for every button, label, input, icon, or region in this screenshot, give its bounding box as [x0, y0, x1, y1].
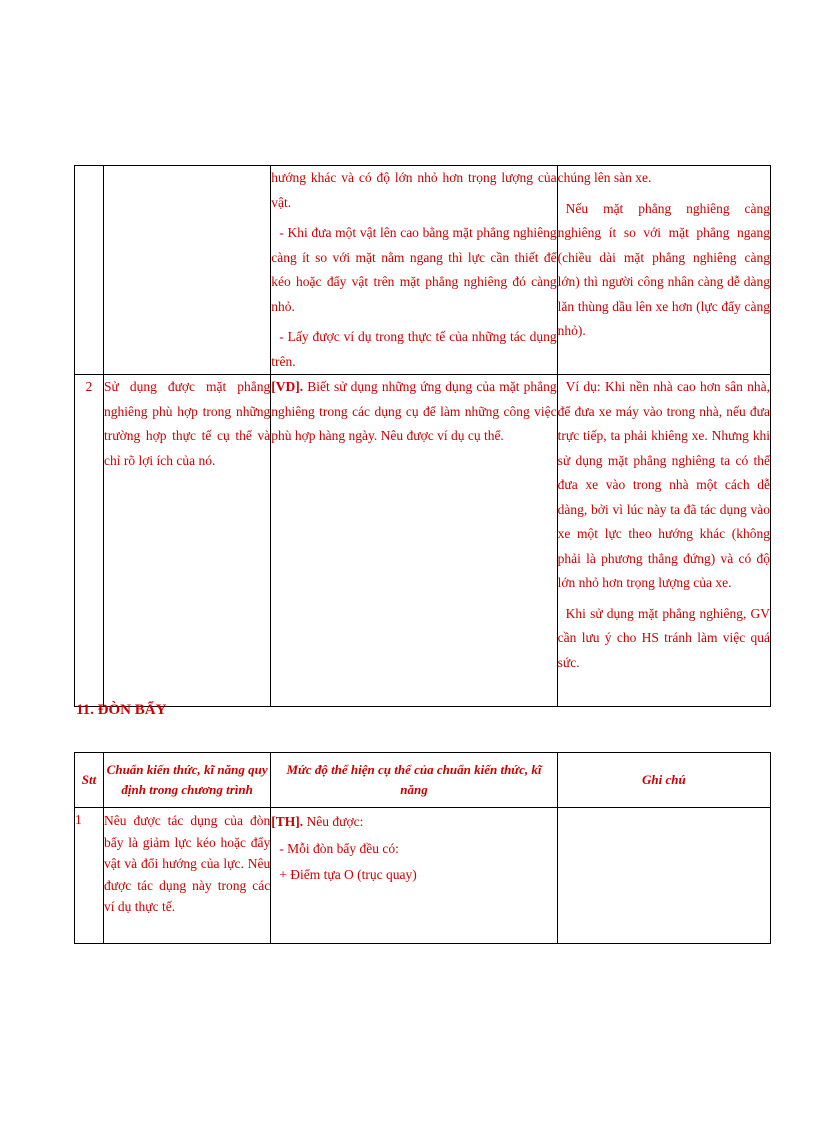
stt-cell: 2	[75, 375, 104, 707]
note-cell	[557, 808, 770, 944]
level-text: Biết sử dụng những ứng dụng của mặt phẳng nghiêng trong các dụng cụ để làm những công việc phù hợp hàng ngày. Nêu được ví dụ cụ thể.	[271, 379, 557, 443]
note-paragraph: Ví dụ: Khi nền nhà cao hơn sân nhà, để đưa xe máy vào trong nhà, nếu đưa trực tiếp, ta phải khiêng xe. Nhưng khi sử dụng mặt phẳng nghiêng ta có thể đưa xe vào trong nhà một cách dễ dàng, bởi vì lúc này ta đã tác dụng vào xe một lực theo hướng khác (không phải là phương thẳng đứng) và có độ lớn nhỏ hơn trọng lượng của xe.	[557, 379, 770, 590]
level-paragraph: hướng khác và có độ lớn nhỏ hơn trọng lượng của vật.	[271, 170, 557, 210]
standards-table-continued	[74, 165, 771, 707]
level-cell	[271, 166, 557, 375]
note-paragraph: chúng lên sàn xe.	[557, 170, 652, 185]
header-level: Mức độ thể hiện cụ thể của chuẩn kiến thức, kĩ năng	[271, 753, 557, 808]
note-cell	[557, 166, 770, 375]
header-standard: Chuẩn kiến thức, kĩ năng quy định trong chương trình	[104, 753, 271, 808]
table-row	[75, 375, 771, 707]
stt-cell: 1	[75, 808, 104, 944]
standard-cell: Sử dụng được mặt phẳng nghiêng phù hợp trong những trường hợp thực tế cụ thể và chỉ rõ lợi ích của nó.	[104, 375, 271, 707]
level-cell	[271, 375, 557, 707]
level-paragraph: + Điểm tựa O (trục quay)	[279, 867, 417, 882]
standards-table-lever	[74, 752, 771, 944]
level-paragraph: - Khi đưa một vật lên cao bằng mặt phẳng nghiêng càng ít so với mặt nằm ngang thì lực cần thiết để kéo hoặc đẩy vật trên mặt phẳng nghiêng đó càng nhỏ.	[271, 225, 557, 314]
note-cell	[557, 375, 770, 707]
header-note: Ghi chú	[557, 753, 770, 808]
standard-cell	[104, 166, 271, 375]
table-row	[75, 166, 771, 375]
level-text: Nêu được:	[303, 814, 364, 829]
stt-cell	[75, 166, 104, 375]
header-stt: Stt	[75, 753, 104, 808]
level-tag: [VD].	[271, 379, 304, 394]
section-title: 11. ĐÒN BẨY	[76, 702, 167, 718]
level-paragraph: - Lấy được ví dụ trong thực tế của những tác dụng trên.	[271, 329, 557, 369]
level-paragraph: - Mỗi đòn bẩy đều có:	[279, 840, 399, 856]
standard-cell: Nêu được tác dụng của đòn bẩy là giảm lực kéo hoặc đẩy vật và đổi hướng của lực. Nêu được tác dụng này trong các ví dụ thực tế.	[104, 808, 271, 944]
note-paragraph: Nếu mặt phẳng nghiêng càng nghiêng ít so với mặt phẳng ngang (chiều dài mặt phẳng nghiêng càng lớn) thì người công nhân càng dễ dàng lăn thùng dầu lên xe hơn (lực đẩy càng nhỏ).	[557, 200, 770, 338]
table-row	[75, 808, 771, 944]
level-cell	[271, 808, 557, 944]
note-paragraph: Khi sử dụng mặt phẳng nghiêng, GV cần lưu ý cho HS tránh làm việc quá sức.	[557, 605, 770, 670]
level-tag: [TH].	[271, 814, 304, 829]
table-header-row	[75, 753, 771, 808]
